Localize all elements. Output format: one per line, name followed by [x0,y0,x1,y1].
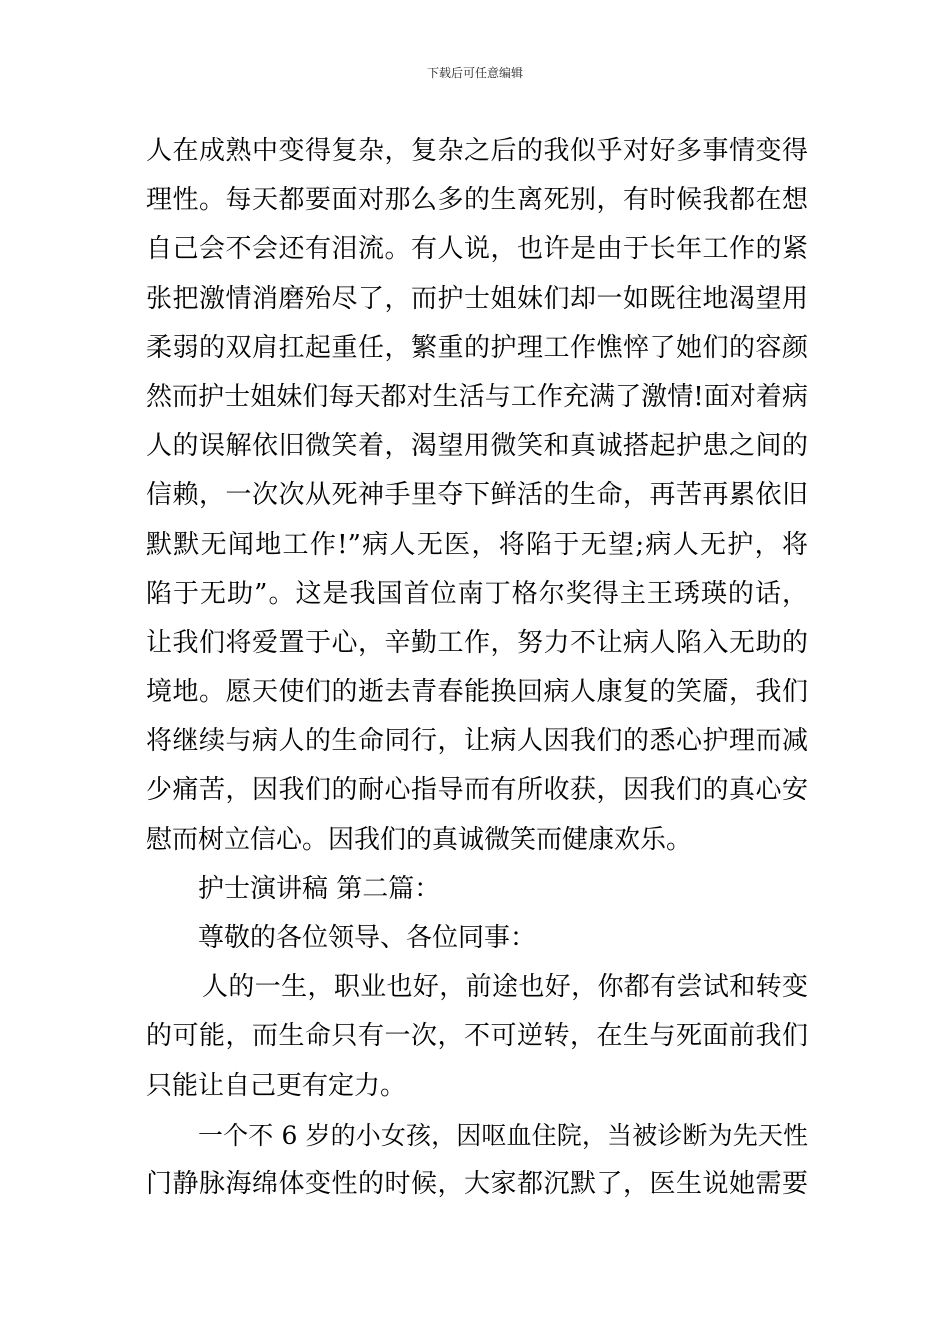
paragraph-line: 信赖，一次次从死神手里夺下鲜活的生命，再苦再累依旧 [146,480,808,511]
paragraph-line: 只能让自己更有定力。 [146,1070,407,1101]
document-body [146,127,808,1209]
paragraph-line: 人在成熟中变得复杂，复杂之后的我似乎对好多事情变得 [146,136,808,166]
paragraph-line: 人的误解依旧微笑着，渴望用微笑和真诚搭起护患之间的 [146,431,808,462]
salutation: 尊敬的各位领导、各位同事： [198,923,537,953]
paragraph-line: 张把激情消磨殆尽了，而护士姐妹们却一如既往地渴望用 [146,283,808,314]
section-heading: 护士演讲稿 第二篇： [198,873,441,904]
page-header: 下载后可任意编辑 [426,66,523,80]
paragraph-line: 人的一生，职业也好，前途也好，你都有尝试和转变 [202,972,808,1003]
paragraph-line: 一个不 6 岁的小女孩，因呕血住院，当被诊断为先天性 [198,1120,808,1150]
paragraph-line: 门静脉海绵体变性的时候，大家都沉默了，医生说她需要 [146,1168,808,1199]
paragraph-line: 柔弱的双肩扛起重任，繁重的护理工作憔悴了她们的容颜 [146,332,808,363]
paragraph-line: 慰而树立信心。因我们的真诚微笑而健康欢乐。 [146,824,693,855]
paragraph-line: 陷于无助”。这是我国首位南丁格尔奖得主王琇瑛的话， [146,578,808,609]
paragraph-line: 少痛苦，因我们的耐心指导而有所收获，因我们的真心安 [146,775,808,806]
paragraph-line: 境地。愿天使们的逝去青春能换回病人康复的笑靥，我们 [146,677,808,708]
paragraph-line: 将继续与病人的生命同行，让病人因我们的悉心护理而减 [146,726,808,757]
paragraph-line: 默默无闻地工作!”病人无医，将陷于无望;病人无护，将 [146,529,808,560]
paragraph-line: 的可能，而生命只有一次，不可逆转，在生与死面前我们 [146,1021,808,1052]
paragraph-line: 然而护士姐妹们每天都对生活与工作充满了激情!面对着病 [146,381,808,412]
paragraph-line: 自己会不会还有泪流。有人说，也许是由于长年工作的紧 [146,234,808,265]
paragraph-line: 理性。每天都要面对那么多的生离死别，有时候我都在想 [146,185,808,216]
paragraph-line: 让我们将爱置于心，辛勤工作，努力不让病人陷入无助的 [146,627,808,658]
